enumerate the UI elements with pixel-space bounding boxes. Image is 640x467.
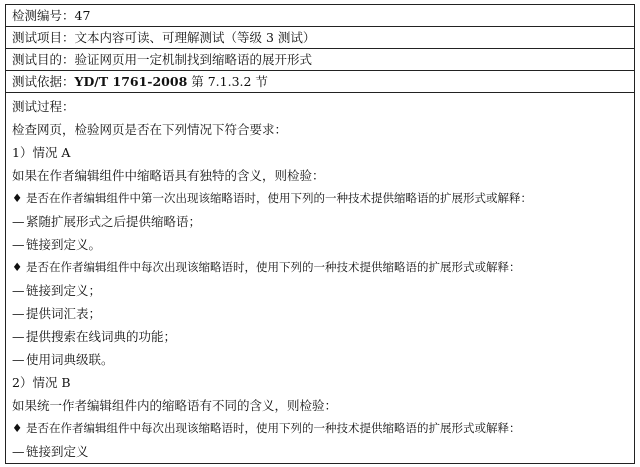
case-b-bullet-1-text: 是否在作者编辑组件中每次出现该缩略语时，使用下列的一种技术提供缩略语的扩展形式或解释： xyxy=(26,421,521,435)
bullet-diamond-icon: ♦ xyxy=(12,421,23,435)
test-basis-suffix: 第 7.1.3.2 节 xyxy=(187,74,268,89)
dash-icon: — xyxy=(12,237,25,252)
test-basis-ref: YD/T 1761-2008 xyxy=(74,74,188,89)
bullet-diamond-icon: ♦ xyxy=(12,260,23,274)
test-process-block xyxy=(6,93,634,463)
case-a-bullet-1-item xyxy=(12,233,634,256)
process-intro: 检查网页，检验网页是否在下列情况下符合要求： xyxy=(12,122,288,137)
case-a-heading: 1）情况 A xyxy=(12,145,71,160)
case-b-bullet-1-item xyxy=(12,440,634,463)
list-item-text: 使用词典级联。 xyxy=(26,352,114,367)
case-a-bullet-1 xyxy=(12,187,634,210)
list-item-text: 链接到定义； xyxy=(26,283,102,298)
case-a-bullet-2-item xyxy=(12,302,634,325)
list-item-text: 链接到定义。 xyxy=(26,237,102,252)
case-b-bullet-1 xyxy=(12,417,634,440)
case-a-bullet-2-text: 是否在作者编辑组件中每次出现该缩略语时，使用下列的一种技术提供缩略语的扩展形式或解释： xyxy=(26,260,521,274)
case-a-bullet-2-item xyxy=(12,325,634,348)
list-item-text: 提供搜索在线词典的功能； xyxy=(26,329,177,344)
test-id: 检测编号：47 xyxy=(12,8,91,23)
case-a-condition: 如果在作者编辑组件中缩略语具有独特的含义，则检验： xyxy=(12,168,325,183)
dash-icon: — xyxy=(12,444,25,459)
list-item-text: 提供词汇表； xyxy=(26,306,102,321)
test-item-row xyxy=(6,27,634,49)
dash-icon: — xyxy=(12,283,25,298)
list-item-text: 链接到定义 xyxy=(26,444,89,459)
test-basis-prefix: 测试依据： xyxy=(12,74,75,89)
dash-icon: — xyxy=(12,329,25,344)
test-id-row xyxy=(6,5,634,27)
test-item: 测试项目：文本内容可读、可理解测试（等级 3 测试） xyxy=(12,30,316,45)
case-b-condition: 如果统一作者编辑组件内的缩略语有不同的含义，则检验： xyxy=(12,398,338,413)
case-a-bullet-1-text: 是否在作者编辑组件中第一次出现该缩略语时，使用下列的一种技术提供缩略语的扩展形式或解释： xyxy=(26,191,532,205)
case-a-bullet-1-item xyxy=(12,210,634,233)
bullet-diamond-icon: ♦ xyxy=(12,191,23,205)
case-a-bullet-2 xyxy=(12,256,634,279)
case-a-bullet-2-item xyxy=(12,348,634,371)
dash-icon: — xyxy=(12,352,25,367)
process-title: 测试过程： xyxy=(12,99,75,114)
dash-icon: — xyxy=(12,214,25,229)
dash-icon: — xyxy=(12,306,25,321)
test-document xyxy=(5,4,635,464)
test-basis-row xyxy=(6,71,634,93)
test-purpose-row xyxy=(6,49,634,71)
case-b-heading: 2）情况 B xyxy=(12,375,71,390)
list-item-text: 紧随扩展形式之后提供缩略语； xyxy=(26,214,202,229)
case-a-bullet-2-item xyxy=(12,279,634,302)
test-purpose: 测试目的：验证网页用一定机制找到缩略语的展开形式 xyxy=(12,52,313,67)
